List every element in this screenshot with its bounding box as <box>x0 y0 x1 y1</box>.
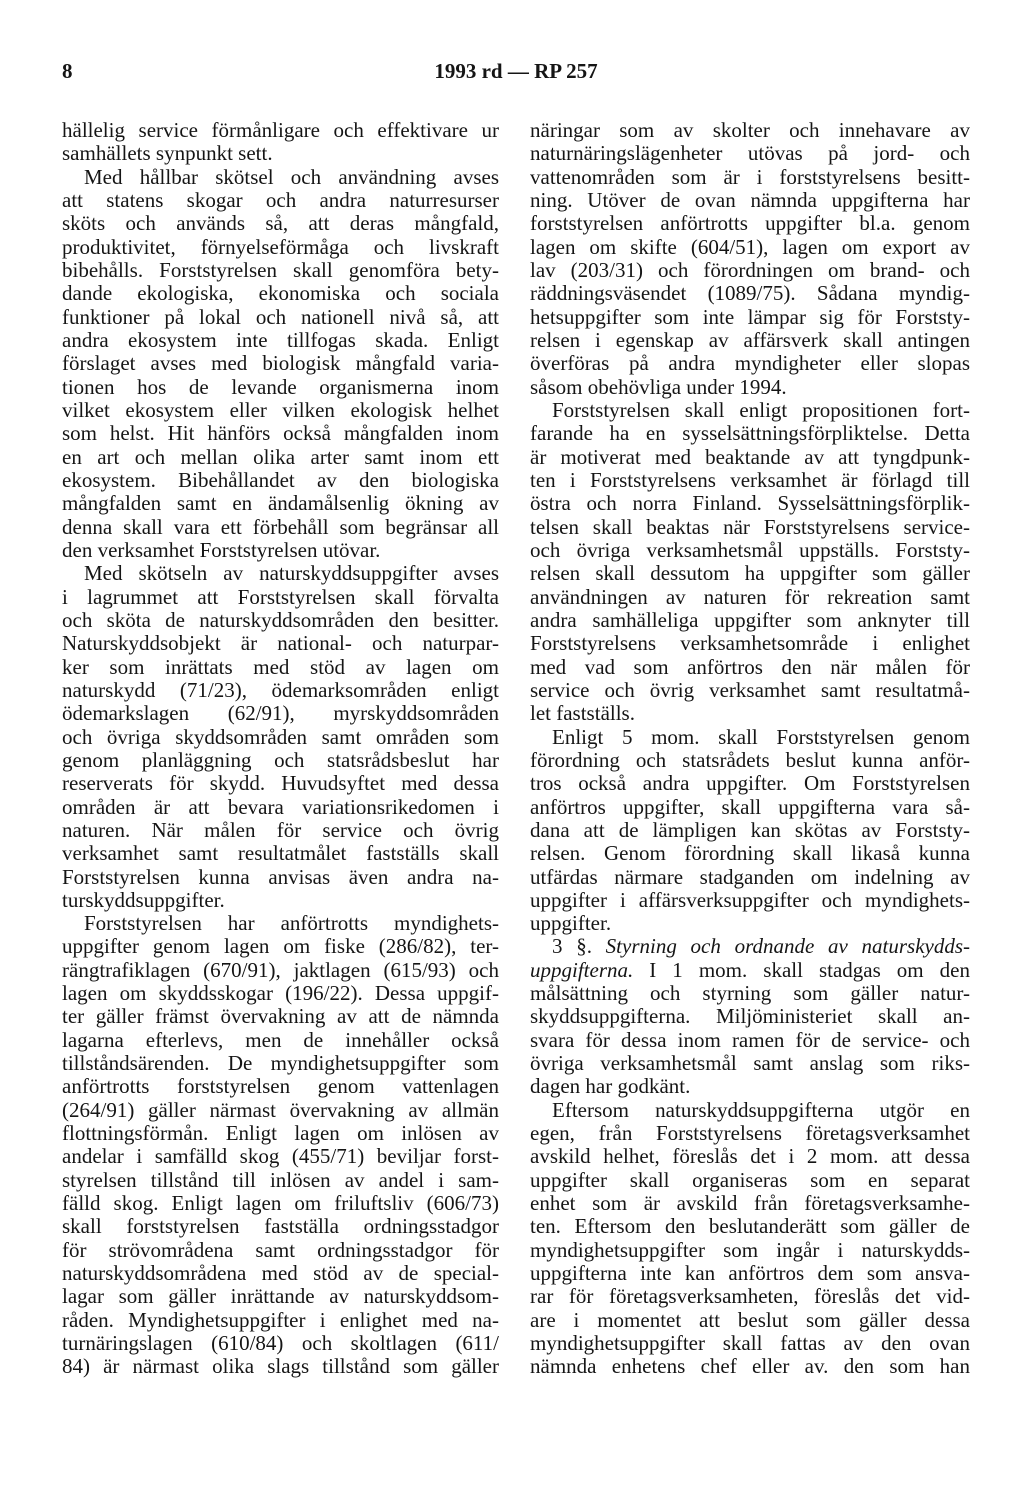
text-line: naturnäringslägenheter utövas på jord- och <box>530 141 970 166</box>
text-line: lagarna efterlevs, men de innehåller också <box>62 1027 499 1052</box>
text-line: och sköta de naturskyddsområden den besitter. <box>62 607 499 632</box>
italic-text: Styrning och ordnande av naturskydds- <box>605 934 970 959</box>
text-line: för strövområdena samt ordningsstadgor för <box>62 1237 499 1262</box>
text-line: farande ha en sysselsättningsförpliktelse. Detta <box>530 421 970 446</box>
text-line: skyddsuppgifterna. Miljöministeriet skall an- <box>530 1004 970 1029</box>
text-segment: 3 §. <box>552 934 606 959</box>
text-line: uppgifter. <box>530 911 612 936</box>
text-line: uppgifter skall organiseras som en separat <box>530 1167 970 1192</box>
text-line: ter gäller främst övervakning av att de nämnda <box>62 1004 499 1029</box>
text-line: ning. Utöver de ovan nämnda uppgifterna har <box>530 187 970 212</box>
text-line: naturskyddsområdena med stöd av de special- <box>62 1261 499 1286</box>
text-line: nämnda enhetens chef eller av. den som han <box>530 1354 970 1379</box>
text-line: tillståndsärenden. De myndighetsuppgifter som <box>62 1051 499 1076</box>
paragraph <box>62 912 499 1379</box>
text-line: är motiverat med beaktande av att tyngdpunk- <box>530 444 970 469</box>
text-line: reserverats för skydd. Huvudsyftet med dessa <box>62 771 499 796</box>
text-line: styrelsen tillstånd till inlösen av andel i sam- <box>62 1167 499 1192</box>
text-line: are i momentet att beslut som gäller dessa <box>530 1307 970 1332</box>
text-line: som helst. Hit hänförs också mångfalden inom <box>62 421 499 446</box>
text-line: anförtros uppgifter, skall uppgifterna vara så- <box>530 794 970 819</box>
text-line: naturen. När målen för service och övrig <box>62 817 499 842</box>
text-line: naturskydd (71/23), ödemarksområden enligt <box>62 677 499 702</box>
text-line: forststyrelsen anförtrotts uppgifter bl.a. genom <box>530 211 970 236</box>
text-line: utfärdas närmare stadganden om indelning av <box>530 864 970 889</box>
text-line: ten i Forststyrelsens verksamhet är förlagd till <box>530 467 970 492</box>
text-line: dande ekologiska, ekonomiska och sociala <box>62 281 499 306</box>
text-line: förordning och statsrådets beslut kunna anför- <box>530 747 970 772</box>
text-line: uppgifterna inte kan anförtros dem som ansva- <box>530 1261 970 1286</box>
text-line: målsättning och styrning som gäller natur- <box>530 981 970 1006</box>
text-line: att statens skogar och andra naturresurser <box>62 187 499 212</box>
text-line: myndighetsuppgifter skall fattas av den ovan <box>530 1331 970 1356</box>
text-line: ekosystem. Bibehållandet av den biologiska <box>62 467 499 492</box>
paragraph <box>530 399 970 726</box>
text-line: ker som inrättats med stöd av lagen om <box>62 654 499 679</box>
text-line: Enligt 5 mom. skall Forststyrelsen genom <box>552 724 970 749</box>
paragraph <box>530 935 970 1098</box>
text-line: 84) är närmast olika slags tillstånd som gäller <box>62 1354 499 1379</box>
text-line: Forststyrelsen skall enligt propositionen fort- <box>552 397 970 422</box>
text-line <box>530 935 970 958</box>
text-line: och övriga skyddsområden samt områden som <box>62 724 499 749</box>
text-line: förslaget avses med biologisk mångfald varia- <box>62 351 499 376</box>
text-line: myndighetsuppgifter som ingår i naturskydds- <box>530 1237 970 1262</box>
text-line: relsen. Genom förordning skall likaså kunna <box>530 841 970 866</box>
text-line: med vad som anförtros den när målen för <box>530 654 970 679</box>
text-line: Forststyrelsens verksamhetsområde i enlighet <box>530 631 970 656</box>
italic-text: uppgifterna. <box>530 957 634 982</box>
text-line: Forststyrelsen kunna anvisas även andra na- <box>62 864 499 889</box>
text-line: Med skötseln av naturskyddsuppgifter avses <box>84 561 499 586</box>
text-line: tros också andra uppgifter. Om Forststyrelsen <box>530 771 970 796</box>
text-line: skall forststyrelsen fastställa ordningsstadgor <box>62 1214 499 1239</box>
text-line: avskild helhet, föreslås det i 2 mom. att dessa <box>530 1144 970 1169</box>
text-line: service och övrig verksamhet samt resultatmå- <box>530 677 970 702</box>
text-line: Naturskyddsobjekt är national- och naturpar- <box>62 631 499 656</box>
text-line: Med hållbar skötsel och användning avses <box>84 164 499 189</box>
text-line: räddningsväsendet (1089/75). Sådana myndig- <box>530 281 970 306</box>
text-line: lagar som gäller inrättande av naturskyddsom- <box>62 1284 499 1309</box>
text-line: överföras på andra myndigheter eller slopas <box>530 351 970 376</box>
text-line: turskyddsuppgifter. <box>62 887 225 912</box>
text-line: fälld skog. Enligt lagen om friluftsliv (606/73) <box>62 1191 499 1216</box>
text-line: let fastställs. <box>530 701 635 726</box>
text-line: övriga verksamhetsmål samt anslag som riks- <box>530 1051 970 1076</box>
text-line: uppgifter genom lagen om fiske (286/82), ter- <box>62 934 499 959</box>
running-title: 1993 rd — RP 257 <box>434 59 598 83</box>
paragraph <box>62 562 499 912</box>
text-line: rar för företagsverksamheten, föreslås det vid- <box>530 1284 970 1309</box>
text-line <box>530 959 970 982</box>
text-line: såsom obehövliga under 1994. <box>530 374 787 399</box>
text-line: hetsuppgifter som inte lämpar sig för Forststy- <box>530 304 970 329</box>
text-line: Eftersom naturskyddsuppgifterna utgör en <box>552 1097 970 1122</box>
text-line: områden är att bevara variationsrikedomen i <box>62 794 499 819</box>
text-line: tionen hos de levande organismerna inom <box>62 374 499 399</box>
page-number: 8 <box>62 59 73 83</box>
text-line: denna skall vara ett förbehåll som begränsar all <box>62 514 499 539</box>
paragraph <box>530 119 970 399</box>
text-line: lagen om skifte (604/51), lagen om export av <box>530 234 970 259</box>
text-line: flottningsförmån. Enligt lagen om inlösen av <box>62 1121 499 1146</box>
left-column <box>62 119 499 1379</box>
paragraph <box>530 726 970 936</box>
text-line: användningen av naturen för rekreation samt <box>530 584 970 609</box>
text-line: lav (203/31) och förordningen om brand- och <box>530 257 970 282</box>
text-line: vilket ekosystem eller vilken ekologisk helhet <box>62 397 499 422</box>
text-line: näringar som av skolter och innehavare av <box>530 118 970 142</box>
text-line: andelar i samfälld skog (455/71) beviljar forst- <box>62 1144 499 1169</box>
text-line: funktioner på lokal och nationell nivå så, att <box>62 304 499 329</box>
text-line: andra ekosystem inte tillfogas skada. Enligt <box>62 327 499 352</box>
text-line: vattenområden som är i forststyrelsens besitt- <box>530 164 970 189</box>
text-line: relsen i egenskap av affärsverk skall antingen <box>530 327 970 352</box>
text-line: relsen skall dessutom ha uppgifter som gäller <box>530 561 970 586</box>
text-line: telsen skall beaktas när Forststyrelsens service- <box>530 514 970 539</box>
text-line: Forststyrelsen har anförtrotts myndighets- <box>84 911 499 936</box>
text-segment: I 1 mom. skall stadgas om den <box>633 957 970 982</box>
text-line: bibehålls. Forststyrelsen skall genomföra bety- <box>62 257 499 282</box>
text-line: dana att de lämpligen kan skötas av Forststy- <box>530 817 970 842</box>
text-line: östra och norra Finland. Sysselsättningsförplik- <box>530 491 970 516</box>
text-line: och övriga verksamhetsmål uppställs. Forststy- <box>530 537 970 562</box>
text-line: produktivitet, förnyelseförmåga och livskraft <box>62 234 499 259</box>
text-line: råden. Myndighetsuppgifter i enlighet med na- <box>62 1307 499 1332</box>
text-line: mångfalden samt en ändamålsenlig ökning av <box>62 491 499 516</box>
text-line: hällelig service förmånligare och effektivare ur <box>62 118 499 142</box>
text-line: den verksamhet Forststyrelsen utövar. <box>62 537 381 562</box>
text-line: anförtrotts forststyrelsen genom vattenlagen <box>62 1074 499 1099</box>
text-line: lagen om skyddsskogar (196/22). Dessa uppgif- <box>62 981 499 1006</box>
text-line: verksamhet samt resultatmålet fastställs skall <box>62 841 499 866</box>
right-column <box>530 119 970 1379</box>
text-line: i lagrummet att Forststyrelsen skall förvalta <box>62 584 499 609</box>
text-line: egen, från Forststyrelsens företagsverksamhet <box>530 1121 970 1146</box>
text-line: samhällets synpunkt sett. <box>62 141 273 166</box>
text-line: turnäringslagen (610/84) och skoltlagen (611/ <box>62 1331 499 1356</box>
paragraph <box>530 1099 970 1379</box>
text-line: sköts och används så, att deras mångfald, <box>62 211 499 236</box>
text-line: (264/91) gäller närmast övervakning av allmän <box>62 1097 499 1122</box>
text-line: ten. Eftersom den beslutanderätt som gäller de <box>530 1214 970 1239</box>
text-line: andra samhälleliga uppgifter som anknyter till <box>530 607 970 632</box>
text-line: genom planläggning och statsrådsbeslut har <box>62 747 499 772</box>
text-line: uppgifter i affärsverksuppgifter och myndighets- <box>530 887 970 912</box>
text-line: enhet som är avskild från företagsverksamhe- <box>530 1191 970 1216</box>
paragraph <box>62 166 499 563</box>
paragraph <box>62 119 499 166</box>
text-line: dagen har godkänt. <box>530 1074 691 1099</box>
text-line: ödemarkslagen (62/91), myrskyddsområden <box>62 701 499 726</box>
text-line: en art och mellan olika arter samt inom ett <box>62 444 499 469</box>
text-line: rängtrafiklagen (670/91), jaktlagen (615/93) och <box>62 957 499 982</box>
text-line: svara för dessa inom ramen för de service- och <box>530 1027 970 1052</box>
